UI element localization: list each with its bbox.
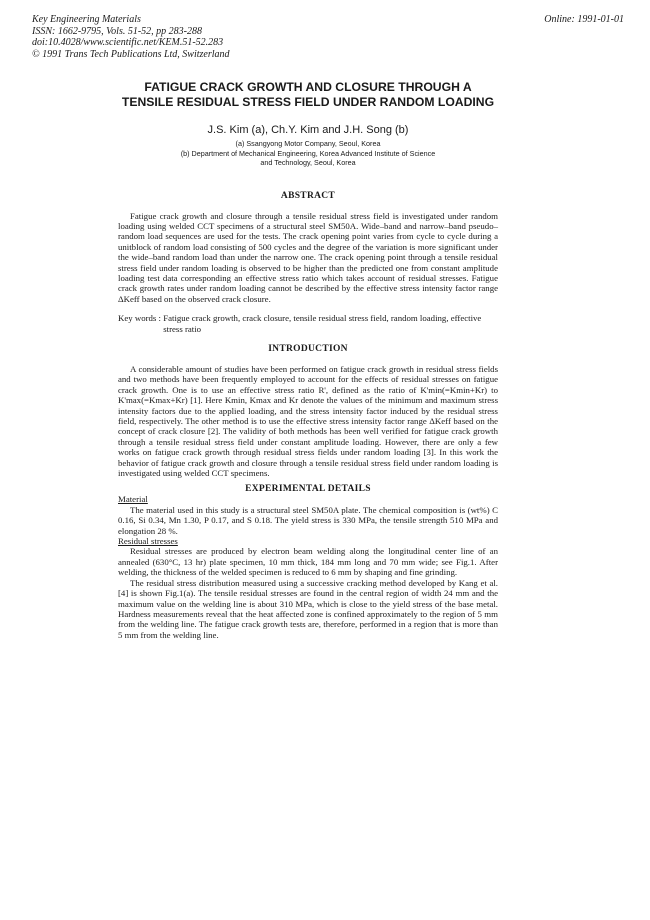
doi-line: doi:10.4028/www.scientific.net/KEM.51-52.283	[32, 37, 224, 48]
affiliation-b-cont: and Technology, Seoul, Korea	[260, 158, 356, 167]
introduction-text: A considerable amount of studies have been performed on fatigue crack growth in residual stress fields and two methods have been frequently employed to account for the effects of residual stresses on fatigue crack growth. One is to use an effective stress ratio R', defined as the ratio of K'min(=Kmin+Kr) to K'max(=Kmax+Kr) [1]. Here Kmin, Kmax and Kr denote the values of the minimum and maximum stress intensity factors due to the applied loading, and the stress intensity factor induced by the residual stress field, respectively. The other method is to use the effective stress intensity factor range ΔKeff based on the concept of crack closure [2]. The validity of both methods has been well verified for fatigue crack growth through a tensile residual stress field under constant amplitude loading. However, there are only a few works on fatigue crack growth through residual stress fields under random loading [3]. In this work the behavior of fatigue crack growth and closure through a tensile residual stress field under random loading is investigated using welded CCT specimens.	[118, 363, 498, 479]
keywords-label: Key words :	[118, 313, 164, 324]
paper-body	[118, 80, 498, 640]
residual-stresses-text-1: Residual stresses are produced by electron beam welding along the longitudinal center line of an annealed (630°C, 13 hr) plate specimen, 10 mm thick, 184 mm long and 70 mm wide; see Fig.1. After welding, the thickness of the welded specimen is reduced to 6 mm by shaping and fine grinding.	[118, 546, 498, 578]
material-text: The material used in this study is a structural steel SM50A plate. The chemical composition is (wt%) C 0.16, Si 0.34, Mn 1.30, P 0.17, and S 0.18. The yield stress is 330 MPa, the tensile strength 510 MPa and elongation 28 %.	[118, 504, 498, 536]
copyright-line: © 1991 Trans Tech Publications Ltd, Switzerland	[32, 48, 230, 60]
journal-name: Key Engineering Materials	[32, 14, 141, 25]
keywords-text: Fatigue crack growth, crack closure, tensile residual stress field, random loading, effective stress ratio	[163, 313, 482, 334]
authors: J.S. Kim (a), Ch.Y. Kim and J.H. Song (b)	[207, 124, 409, 136]
issn-line: ISSN: 1662-9795, Vols. 51-52, pp 283-288	[32, 25, 202, 37]
material-subheading: Material	[118, 494, 148, 505]
affiliation-b: (b) Department of Mechanical Engineering, Korea Advanced Institute of Science	[180, 148, 436, 158]
journal-meta	[32, 14, 230, 60]
abstract-heading: ABSTRACT	[280, 190, 336, 201]
residual-stresses-text-2: The residual stress distribution measured using a successive cracking method developed by Kang et al.[4] is shown Fig.1(a). The tensile residual stresses are found in the central region of width 24 mm and the maximum value on the welding line is about 310 MPa, which is close to the yield stress of the base metal. Hardness measurements reveal that the heat affected zone is confined approximately to the region of 5 mm from the welding line. The fatigue crack growth tests are, therefore, performed in a region that is more than 5 mm from the welding line.	[118, 577, 498, 640]
affiliations	[118, 139, 498, 168]
affiliation-a: (a) Ssangyong Motor Company, Seoul, Korea	[235, 139, 381, 148]
introduction-heading: INTRODUCTION	[268, 343, 348, 354]
experimental-heading: EXPERIMENTAL DETAILS	[245, 484, 371, 495]
abstract-text: Fatigue crack growth and closure through a tensile residual stress field is investigated under random loading using welded CCT specimens of a structural steel SM50A. Wide–band and narrow–band pseudo–random load sequences are used for the tests. The crack opening point varies from cycle to cycle during a unitblock of random load consisting of 500 cycles and the degree of the variation is more significant under the wide–band random load than under the narrow one. The crack opening point through a tensile residual stress field under random loading is observed to be higher than the predicted one from constant amplitude loading test data corresponding an effective stress ratio which takes account of residual stresses. Fatigue crack growth rates under random loading cannot be described by the effective stress intensity factor range ΔKeff based on the observed crack closure.	[118, 210, 498, 304]
residual-stresses-subheading: Residual stresses	[118, 536, 178, 547]
paper-title: FATIGUE CRACK GROWTH AND CLOSURE THROUGH A TENSILE RESIDUAL STRESS FIELD UNDER RANDOM LOADING	[121, 80, 495, 109]
online-date: Online: 1991-01-01	[544, 14, 624, 25]
keywords	[118, 313, 498, 334]
